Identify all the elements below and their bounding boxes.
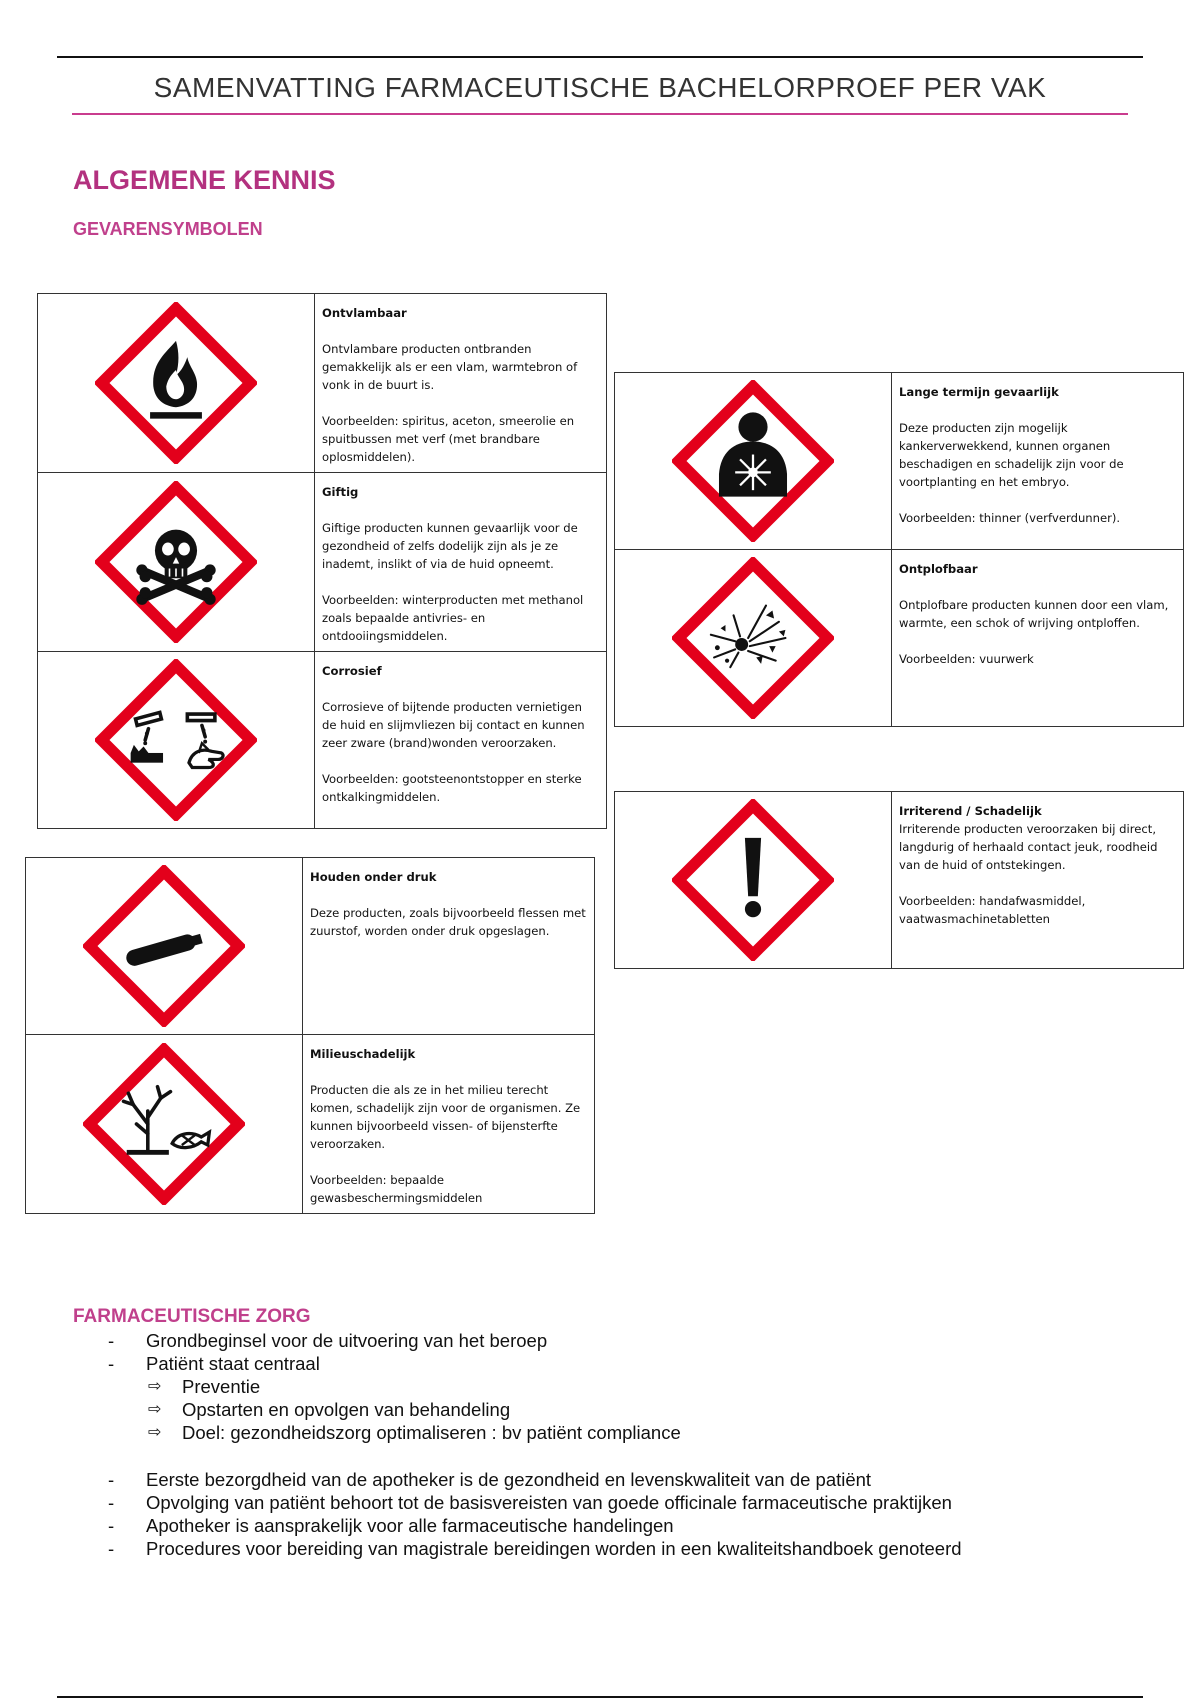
hazard-pictogram-cell bbox=[26, 1035, 303, 1214]
hazard-table-1 bbox=[37, 293, 607, 829]
list-item-text: Grondbeginsel voor de uitvoering van het beroep bbox=[146, 1330, 548, 1351]
page-header-title: SAMENVATTING FARMACEUTISCHE BACHELORPROEF PER VAK bbox=[153, 72, 1047, 103]
hazard-pictogram-cell bbox=[615, 550, 892, 727]
hazard-description: Corrosieve of bijtende producten vernietigen de huid en slijmvliezen bij contact en kunnen zeer zware (brand)wonden veroorzaken. bbox=[322, 700, 585, 750]
hazard-description: Deze producten zijn mogelijk kankerverwekkend, kunnen organen beschadigen en schadelijk zijn voor de voortplanting en het embryo. bbox=[899, 421, 1124, 489]
care-section-title: FARMACEUTISCHE ZORG bbox=[73, 1306, 311, 1327]
hazard-pictogram-cell bbox=[38, 652, 315, 829]
bullet-marker: - bbox=[108, 1469, 115, 1490]
list-item-text: Eerste bezorgdheid van de apotheker is de gezondheid en levenskwaliteit van de patiënt bbox=[146, 1469, 872, 1490]
hazard-text-cell bbox=[315, 473, 607, 652]
arrow-icon: ⇨ bbox=[148, 1424, 162, 1441]
sub-list-item-text: Doel: gezondheidszorg optimaliseren : bv patiënt compliance bbox=[182, 1422, 681, 1443]
health-hazard-icon bbox=[672, 380, 834, 542]
hazard-pictogram-cell bbox=[38, 473, 315, 652]
hazard-title: Irriterend / Schadelijk bbox=[899, 804, 1042, 818]
flame-icon bbox=[95, 302, 257, 464]
section-title: ALGEMENE KENNIS bbox=[73, 165, 336, 195]
hazard-description: Giftige producten kunnen gevaarlijk voor de gezondheid of zelfs dodelijk zijn als je ze inademt, inslikt of via de huid opneemt. bbox=[322, 521, 578, 571]
bullet-marker: - bbox=[108, 1353, 115, 1374]
skull-crossbones-icon bbox=[95, 481, 257, 643]
hazard-description: Ontplofbare producten kunnen door een vlam, warmte, een schok of wrijving ontploffen. bbox=[899, 598, 1169, 630]
hazard-table-4 bbox=[614, 791, 1184, 969]
exclamation-mark-icon bbox=[672, 799, 834, 961]
bullet-marker: - bbox=[108, 1515, 115, 1536]
hazard-row bbox=[26, 858, 595, 1035]
hazard-description: Producten die als ze in het milieu terecht komen, schadelijk zijn voor de organismen. Ze kunnen bijvoorbeeld vissen- of bijensterfte veroorzaken. bbox=[310, 1083, 581, 1151]
hazard-examples: Voorbeelden: spiritus, aceton, smeerolie en spuitbussen met verf (met brandbare oplosmiddelen). bbox=[322, 414, 575, 464]
hazard-title: Milieuschadelijk bbox=[310, 1047, 416, 1061]
bullet-marker: - bbox=[108, 1538, 115, 1559]
hazard-text-cell bbox=[315, 652, 607, 829]
hazard-examples: Voorbeelden: bepaalde gewasbeschermingsmiddelen bbox=[310, 1173, 483, 1205]
hazard-title: Houden onder druk bbox=[310, 870, 437, 884]
bullet-marker: - bbox=[108, 1492, 115, 1513]
hazard-title: Ontvlambaar bbox=[322, 306, 407, 320]
arrow-icon: ⇨ bbox=[148, 1401, 162, 1418]
hazard-table-3 bbox=[25, 857, 595, 1214]
hazard-text-cell bbox=[892, 373, 1184, 550]
hazard-pictogram-cell bbox=[615, 373, 892, 550]
sub-list-item-text: Opstarten en opvolgen van behandeling bbox=[182, 1399, 511, 1420]
hazard-text-cell bbox=[892, 792, 1184, 969]
bullet-marker: - bbox=[108, 1330, 115, 1351]
hazard-examples: Voorbeelden: handafwasmiddel, vaatwasmachinetabletten bbox=[899, 894, 1086, 926]
bottom-rule bbox=[57, 1696, 1143, 1698]
hazard-description: Ontvlambare producten ontbranden gemakkelijk als er een vlam, warmtebron of vonk in de buurt is. bbox=[322, 342, 578, 392]
list-item-text: Procedures voor bereiding van magistrale bereidingen worden in een kwaliteitshandboek genoteerd bbox=[146, 1538, 962, 1559]
list-item-text: Opvolging van patiënt behoort tot de basisvereisten van goede officinale farmaceutische praktijken bbox=[146, 1492, 952, 1513]
sub-list-item-text: Preventie bbox=[182, 1376, 261, 1397]
hazard-row bbox=[38, 294, 607, 473]
hazard-text-cell bbox=[892, 550, 1184, 727]
hazard-description: Deze producten, zoals bijvoorbeeld flessen met zuurstof, worden onder druk opgeslagen. bbox=[310, 906, 586, 938]
hazard-text-cell bbox=[315, 294, 607, 473]
hazard-row bbox=[615, 373, 1184, 550]
hazard-row bbox=[38, 652, 607, 829]
hazard-examples: Voorbeelden: thinner (verfverdunner). bbox=[899, 511, 1121, 525]
gas-cylinder-icon bbox=[83, 865, 245, 1027]
hazard-examples: Voorbeelden: gootsteenontstopper en sterke ontkalkingmiddelen. bbox=[322, 772, 582, 804]
top-rule bbox=[57, 56, 1143, 58]
corrosion-icon bbox=[95, 659, 257, 821]
hazard-title: Ontplofbaar bbox=[899, 562, 978, 576]
exploding-bomb-icon bbox=[672, 557, 834, 719]
header-underline bbox=[72, 113, 1128, 115]
hazard-text-cell bbox=[303, 858, 595, 1035]
hazard-pictogram-cell bbox=[38, 294, 315, 473]
hazard-examples: Voorbeelden: vuurwerk bbox=[899, 652, 1034, 666]
hazard-description: Irriterende producten veroorzaken bij direct, langdurig of herhaald contact jeuk, roodheid van de huid of ontstekingen. bbox=[899, 822, 1158, 872]
list-item-text: Apotheker is aansprakelijk voor alle farmaceutische handelingen bbox=[146, 1515, 674, 1536]
hazard-title: Lange termijn gevaarlijk bbox=[899, 385, 1059, 399]
hazard-examples: Voorbeelden: winterproducten met methanol zoals bepaalde antivries- en ontdooiingsmiddelen. bbox=[322, 593, 584, 643]
hazard-row bbox=[38, 473, 607, 652]
environment-icon bbox=[83, 1043, 245, 1205]
hazard-row bbox=[615, 550, 1184, 727]
hazard-table-2 bbox=[614, 372, 1184, 727]
hazard-row bbox=[26, 1035, 595, 1214]
hazard-text-cell bbox=[303, 1035, 595, 1214]
hazard-title: Corrosief bbox=[322, 664, 382, 678]
list-item-text: Patiënt staat centraal bbox=[146, 1353, 320, 1374]
section-subtitle: GEVARENSYMBOLEN bbox=[73, 219, 263, 239]
hazard-row bbox=[615, 792, 1184, 969]
hazard-title: Giftig bbox=[322, 485, 359, 499]
hazard-pictogram-cell bbox=[26, 858, 303, 1035]
arrow-icon: ⇨ bbox=[148, 1378, 162, 1395]
hazard-pictogram-cell bbox=[615, 792, 892, 969]
